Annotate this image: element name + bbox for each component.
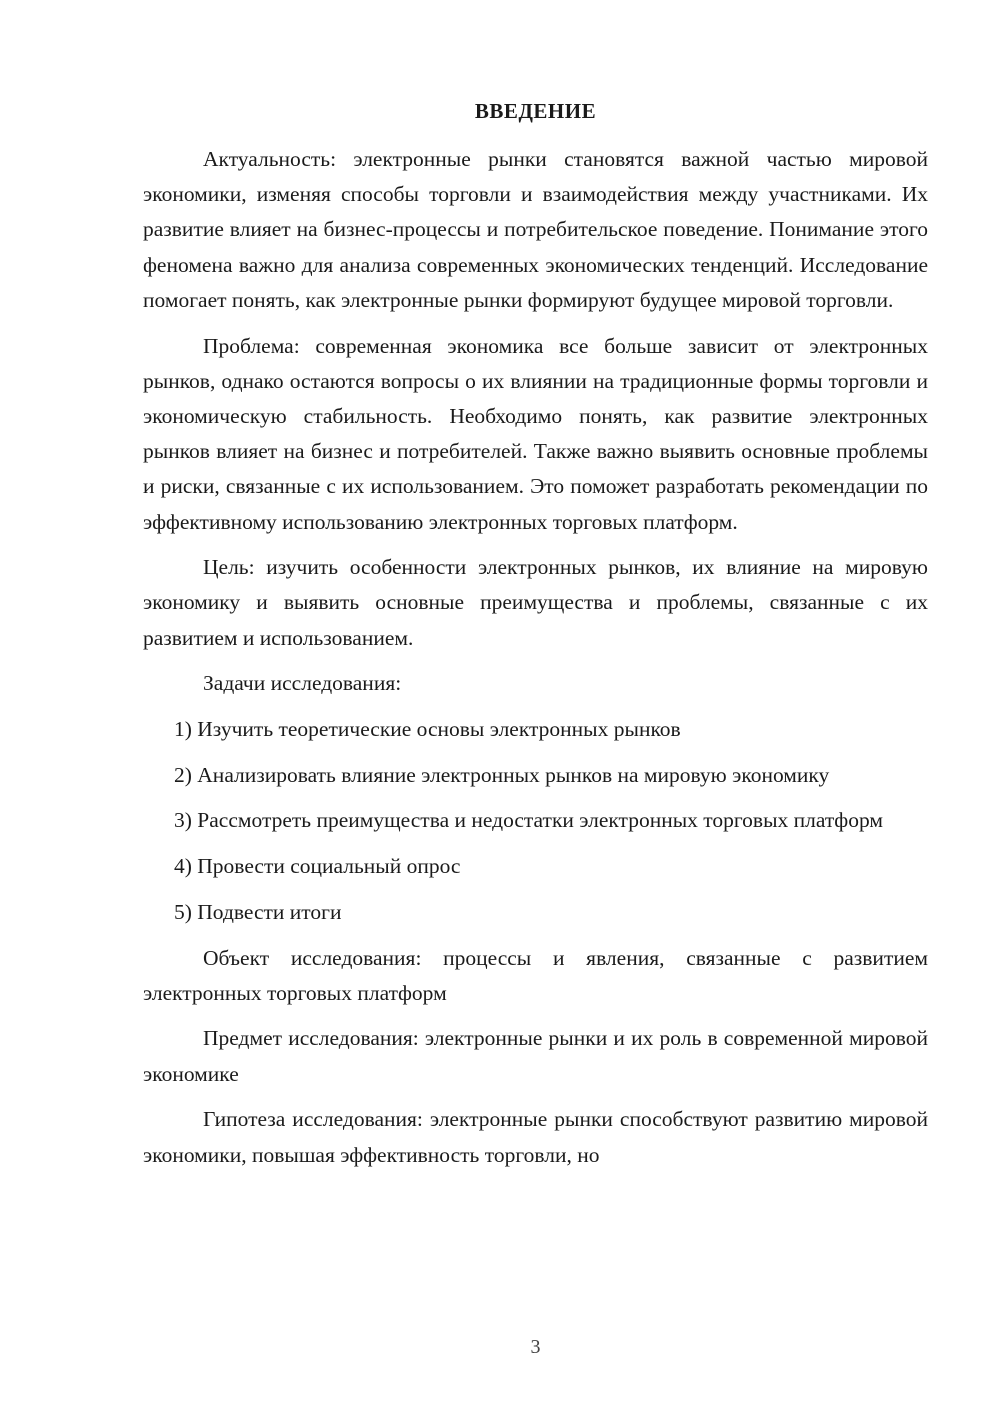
paragraph-goal: Цель: изучить особенности электронных рынков, их влияние на мировую экономику и выявить основные преимущества и проблемы, связанные с их развитием и использованием. xyxy=(143,555,928,650)
task-item-2: 2) Анализировать влияние электронных рынков на мировую экономику xyxy=(174,762,830,787)
page-number: 3 xyxy=(530,1336,541,1358)
body-text xyxy=(143,142,928,1183)
task-item-4: 4) Провести социальный опрос xyxy=(174,854,461,879)
paragraph-subject: Предмет исследования: электронные рынки и их роль в современной мировой экономике xyxy=(143,1026,928,1086)
tasks-title: Задачи исследования: xyxy=(203,671,402,696)
paragraph-relevance: Актуальность: электронные рынки становятся важной частью мировой экономики, изменяя способы торговли и взаимодействия между участниками. Их развитие влияет на бизнес-процессы и потребительское поведение. Понимание этого феномена важно для анализа современных экономических тенденций. Исследование помогает понять, как электронные рынки формируют будущее мировой торговли. xyxy=(143,147,928,312)
task-item-3: 3) Рассмотреть преимущества и недостатки электронных торговых платформ xyxy=(174,808,883,833)
paragraph-object: Объект исследования: процессы и явления, связанные с развитием электронных торговых платформ xyxy=(143,945,928,1005)
task-item-5: 5) Подвести итоги xyxy=(174,899,342,924)
paragraph-problem: Проблема: современная экономика все больше зависит от электронных рынков, однако остаются вопросы о их влиянии на традиционные формы торговли и экономическую стабильность. Необходимо понять, как развитие электронных рынков влияет на бизнес и потребителей. Также важно выявить основные проблемы и риски, связанные с их использованием. Это поможет разработать рекомендации по эффективному использованию электронных торговых платформ. xyxy=(143,333,928,534)
paragraph-hypothesis: Гипотеза исследования: электронные рынки способствуют развитию мировой экономики, повышая эффективность торговли, но xyxy=(143,1107,928,1167)
document-page xyxy=(143,0,928,1414)
task-item-1: 1) Изучить теоретические основы электронных рынков xyxy=(174,717,681,742)
section-heading: ВВЕДЕНИЕ xyxy=(474,99,597,123)
